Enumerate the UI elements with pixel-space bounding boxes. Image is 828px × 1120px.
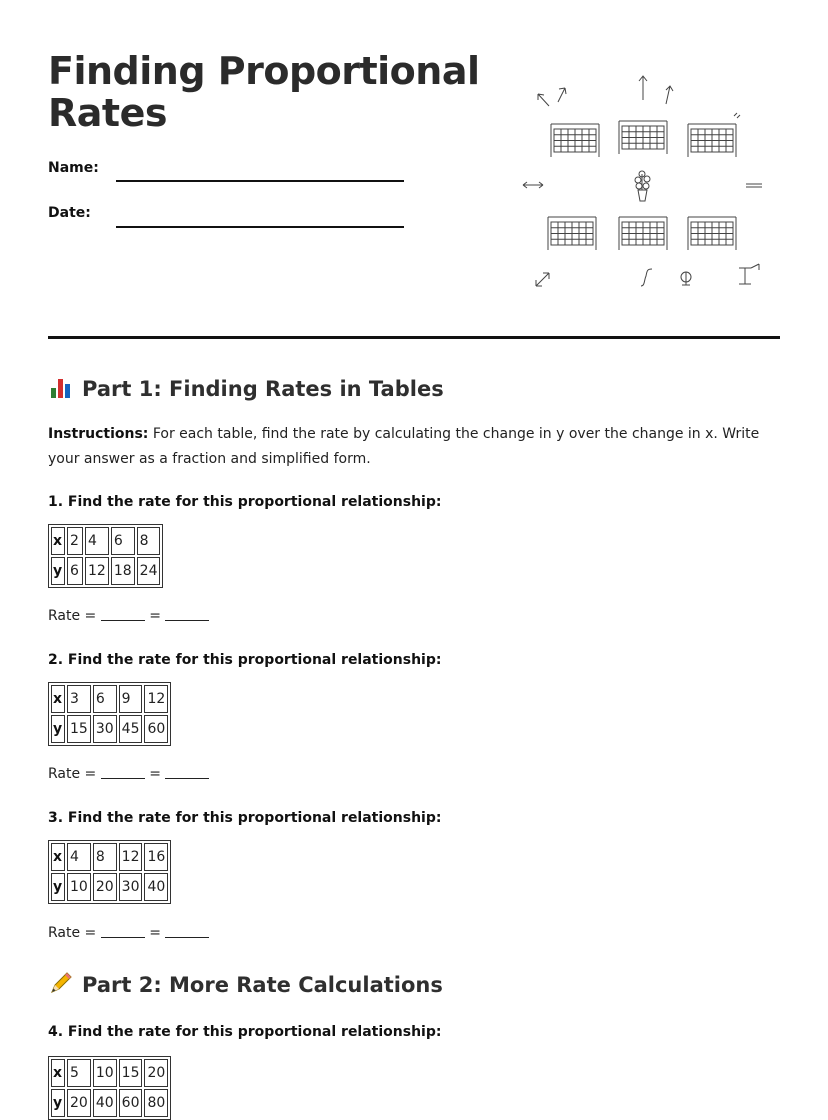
rate-label: Rate =	[48, 766, 97, 782]
name-line[interactable]	[116, 180, 404, 182]
question-1-title: 1. Find the rate for this proportional relationship:	[48, 494, 442, 510]
instructions-label: Instructions:	[48, 426, 149, 442]
x-value: 9	[119, 685, 143, 713]
y-value: 20	[93, 873, 117, 901]
question-1-rate	[48, 608, 209, 624]
instructions-text: For each table, find the rate by calculating the change in y over the change in x. Write your answer as a fraction and simplified form.	[48, 426, 760, 467]
y-header: y	[51, 873, 65, 901]
name-field	[48, 160, 99, 176]
plant-icon	[635, 171, 650, 201]
pencil-icon	[48, 970, 74, 996]
y-value: 80	[144, 1089, 168, 1117]
equals-sign: =	[149, 766, 161, 782]
x-value: 4	[67, 843, 91, 871]
rate-label: Rate =	[48, 925, 97, 941]
table-row-y	[51, 715, 168, 743]
y-value: 60	[119, 1089, 143, 1117]
y-value: 12	[85, 557, 109, 585]
date-line[interactable]	[116, 226, 404, 228]
question-1-table	[48, 524, 163, 588]
part1-heading	[48, 374, 444, 401]
question-2-title: 2. Find the rate for this proportional relationship:	[48, 652, 442, 668]
equals-sign: =	[149, 925, 161, 941]
part1-title: Part 1: Finding Rates in Tables	[82, 377, 444, 401]
instructions	[48, 422, 780, 472]
x-header: x	[51, 843, 65, 871]
bottom-desks	[548, 217, 736, 250]
y-value: 18	[111, 557, 135, 585]
x-value: 2	[67, 527, 83, 555]
date-field	[48, 205, 91, 221]
x-value: 15	[119, 1059, 143, 1087]
y-header: y	[51, 715, 65, 743]
table-row-y	[51, 557, 160, 585]
y-value: 10	[67, 873, 91, 901]
x-value: 6	[111, 527, 135, 555]
y-value: 30	[93, 715, 117, 743]
table-row-x	[51, 527, 160, 555]
fraction-blank[interactable]	[101, 620, 145, 621]
simplified-blank[interactable]	[165, 778, 209, 779]
question-2-rate	[48, 766, 209, 782]
x-value: 10	[93, 1059, 117, 1087]
y-value: 24	[137, 557, 161, 585]
question-4-table	[48, 1056, 171, 1120]
part2-title: Part 2: More Rate Calculations	[82, 973, 443, 997]
x-value: 12	[119, 843, 143, 871]
x-header: x	[51, 1059, 65, 1087]
y-header: y	[51, 557, 65, 585]
worksheet-header	[48, 0, 780, 310]
title-line-1: Finding Proportional	[48, 49, 480, 93]
x-value: 8	[93, 843, 117, 871]
question-2-table	[48, 682, 171, 746]
simplified-blank[interactable]	[165, 620, 209, 621]
y-value: 20	[67, 1089, 91, 1117]
x-value: 4	[85, 527, 109, 555]
top-desks	[551, 121, 736, 157]
title-line-2: Rates	[48, 91, 167, 135]
x-value: 3	[67, 685, 91, 713]
x-header: x	[51, 527, 65, 555]
y-header: y	[51, 1089, 65, 1117]
date-label: Date:	[48, 205, 91, 221]
table-row-x	[51, 685, 168, 713]
fraction-blank[interactable]	[101, 778, 145, 779]
y-value: 45	[119, 715, 143, 743]
y-value: 6	[67, 557, 83, 585]
name-label: Name:	[48, 160, 99, 176]
bar-chart-icon	[48, 374, 74, 400]
table-row-x	[51, 843, 168, 871]
question-3-title: 3. Find the rate for this proportional relationship:	[48, 810, 442, 826]
classroom-layout-illustration	[518, 66, 768, 298]
question-4-title: 4. Find the rate for this proportional relationship:	[48, 1024, 442, 1040]
question-3-rate	[48, 925, 209, 941]
table-row-x	[51, 1059, 168, 1087]
x-value: 8	[137, 527, 161, 555]
rate-label: Rate =	[48, 608, 97, 624]
y-value: 15	[67, 715, 91, 743]
x-header: x	[51, 685, 65, 713]
y-value: 60	[144, 715, 168, 743]
table-row-y	[51, 873, 168, 901]
part2-heading	[48, 970, 443, 997]
simplified-blank[interactable]	[165, 937, 209, 938]
header-divider	[48, 336, 780, 339]
page-title	[48, 50, 480, 134]
x-value: 12	[144, 685, 168, 713]
y-value: 30	[119, 873, 143, 901]
x-value: 6	[93, 685, 117, 713]
x-value: 5	[67, 1059, 91, 1087]
x-value: 20	[144, 1059, 168, 1087]
x-value: 16	[144, 843, 168, 871]
y-value: 40	[144, 873, 168, 901]
table-row-y	[51, 1089, 168, 1117]
fraction-blank[interactable]	[101, 937, 145, 938]
equals-sign: =	[149, 608, 161, 624]
worksheet-page	[48, 0, 780, 1111]
question-3-table	[48, 840, 171, 904]
y-value: 40	[93, 1089, 117, 1117]
small-tool-icons	[641, 264, 759, 286]
